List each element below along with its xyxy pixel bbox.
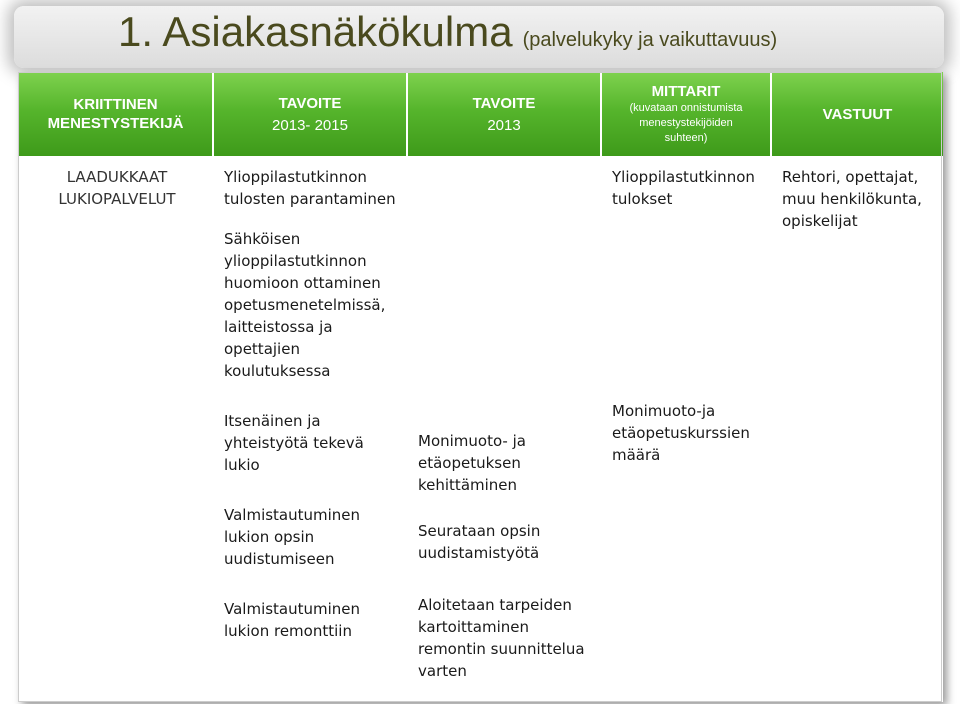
goal-2013-distance-learning: Monimuoto- ja etäopetuksen kehittäminen (418, 432, 526, 494)
header-metrics-label: MITTARIT (651, 83, 721, 100)
header-goal-2013 (407, 72, 601, 156)
goal-renovation: Valmistautuminen lukion remonttiin (224, 600, 361, 640)
header-row (19, 72, 943, 156)
goal-curriculum-renewal: Valmistautuminen lukion opsin uudistumiseen (224, 506, 361, 568)
header-responsibility (771, 72, 943, 156)
header-critical-factor-line2: MENESTYSTEKIJÄ (47, 115, 184, 132)
goal-independent-lukio: Itsenäinen ja yhteistyötä tekevä lukio (224, 412, 364, 474)
critical-factor-cell (19, 156, 213, 702)
title-main: 1. Asiakasnäkökulma (118, 8, 513, 55)
header-goal-year: 2013 (487, 116, 521, 134)
critical-factor-line2: LUKIOPALVELUT (58, 190, 176, 208)
metrics-cell (601, 156, 771, 702)
table-row (19, 156, 943, 702)
responsibility-text: Rehtori, opettajat, muu henkilökunta, opiskelijat (782, 168, 922, 230)
goal-2013-curriculum: Seurataan opsin uudistamistyötä (418, 522, 541, 562)
metric-distance-courses: Monimuoto-ja etäopetuskurssien määrä (612, 402, 750, 464)
metric-yo-results: Ylioppilastutkinnon tulokset (612, 168, 755, 208)
slide-title (118, 8, 777, 64)
goal-yo-results: Ylioppilastutkinnon tulosten parantaminen (224, 168, 396, 208)
header-goal-label: TAVOITE (472, 94, 536, 112)
header-metrics-note-3: suhteen) (664, 132, 708, 144)
header-goal-label: TAVOITE (278, 94, 342, 112)
strategy-table (18, 72, 943, 702)
header-metrics (601, 72, 771, 156)
header-responsibility-label: VASTUUT (822, 105, 893, 123)
header-metrics-note-1: (kuvataan onnistumista (629, 102, 743, 114)
goal-2013-renovation: Aloitetaan tarpeiden kartoittaminen remontin suunnittelua varten (418, 596, 585, 680)
goals-2013-2015-cell (213, 156, 407, 702)
header-critical-factor (19, 72, 213, 156)
header-critical-factor-line1: KRIITTINEN (73, 96, 158, 113)
goals-2013-cell (407, 156, 601, 702)
title-subtitle: (palvelukyky ja vaikuttavuus) (522, 29, 778, 51)
goal-electronic-exam: Sähköisen ylioppilastutkinnon huomioon ottaminen opetusmenetelmissä, laitteistossa ja opettajien koulutuksessa (224, 230, 386, 380)
header-goal-years: 2013- 2015 (272, 116, 348, 134)
responsibility-cell (771, 156, 943, 702)
header-metrics-note-2: menestystekijöiden (639, 117, 733, 129)
header-goal-2013-2015 (213, 72, 407, 156)
critical-factor-line1: LAADUKKAAT (66, 168, 168, 186)
